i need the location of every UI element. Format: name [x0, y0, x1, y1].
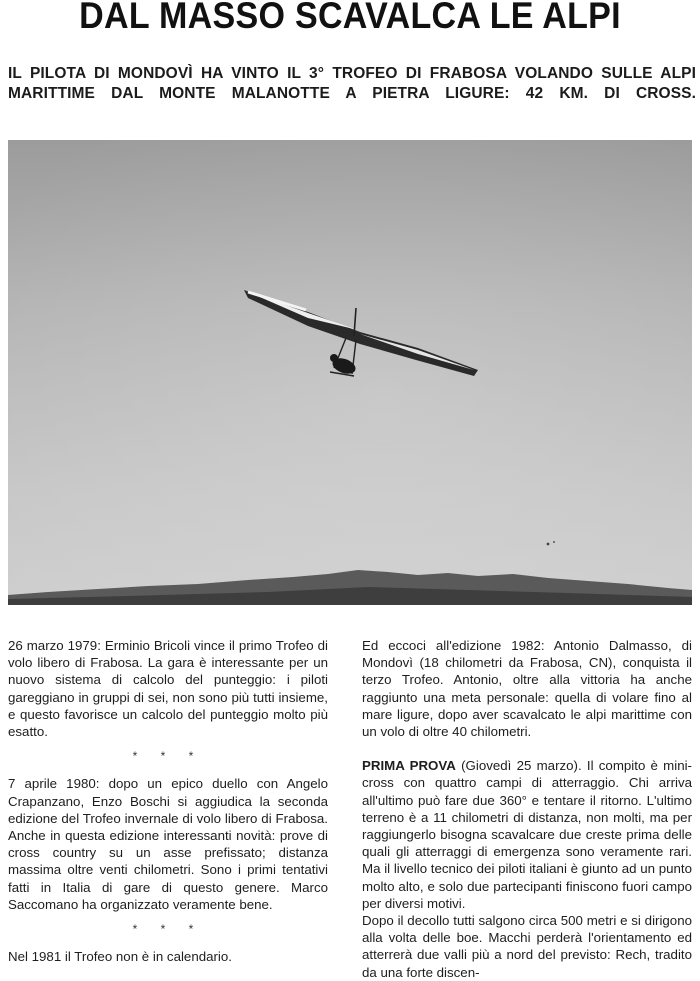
paragraph-1979: 26 marzo 1979: Erminio Bricoli vince il primo Trofeo di volo libero di Frabosa. La gara è interessante per un nuovo sistema di calcolo del punteggio: i piloti gareggiano in gruppi di sei, non sono più tutti insieme, e questo favorisce un calcolo del punteggio molto più esatto.	[8, 638, 328, 740]
paragraph-1980: 7 aprile 1980: dopo un epico duello con Angelo Crapanzano, Enzo Boschi si aggiudica la seconda edizione del Trofeo invernale di volo libero di Frabosa. Anche in questa edizione interessanti novità: prove di cross country su un asse prefissato; distanza massima oltre venti chilometri. Sono i primi tentativi fatti in Italia di gare di questo genere. Marco Saccomano ha organizzato veramente bene.	[8, 776, 328, 912]
paragraph-1981: Nel 1981 il Trofeo non è in calendario.	[8, 949, 232, 965]
right-column	[362, 637, 692, 981]
prima-prova-text: (Giovedì 25 marzo). Il compito è mini-cross con quattro campi di atterraggio. Chi arriva all'ultimo può fare due 360° e tentare il ritorno. L'ultimo terreno è a 11 chilometri di distanza, non molti, ma per raggiungerlo bisogna scavalcare due creste prima delle quali gli atterraggi di emergenza sono veramente rari. Ma il livello tecnico dei piloti italiani è giunto ad un punto molto alto, e solo due partecipanti finiscono fuori campo per diversi motivi.	[362, 758, 692, 911]
page-title: DAL MASSO SCAVALCA LE ALPI	[79, 0, 621, 36]
section-separator: * * *	[132, 749, 204, 764]
hang-glider-photo	[8, 140, 692, 605]
prima-prova-heading: PRIMA PROVA	[362, 758, 456, 774]
paragraph-1982: Ed eccoci all'edizione 1982: Antonio Dalmasso, di Mondovì (18 chilometri da Frabosa, CN), conquista il terzo Trofeo. Antonio, oltre alla vittoria ha anche raggiunto una meta personale: quella di volare fino al mare ligure, dopo aver scavalcato le alpi marittime con un volo di oltre 40 chilometri.	[362, 638, 692, 740]
section-separator: * * *	[132, 922, 204, 937]
left-column	[8, 637, 328, 965]
paragraph-prima-prova	[362, 757, 692, 912]
paragraph-decollo: Dopo il decollo tutti salgono circa 500 metri e si dirigono alla volta delle boe. Macchi perderà l'orientamento ed atterrerà due valli più a nord del previsto: Rech, tradito da una forte discen-	[362, 913, 692, 980]
article-subtitle: IL PILOTA DI MONDOVÌ HA VINTO IL 3° TROFEO DI FRABOSA VOLANDO SULLE ALPI MARITTIME DAL MONTE MALANOTTE A PIETRA LIGURE: 42 KM. DI CROSS.	[8, 65, 696, 102]
